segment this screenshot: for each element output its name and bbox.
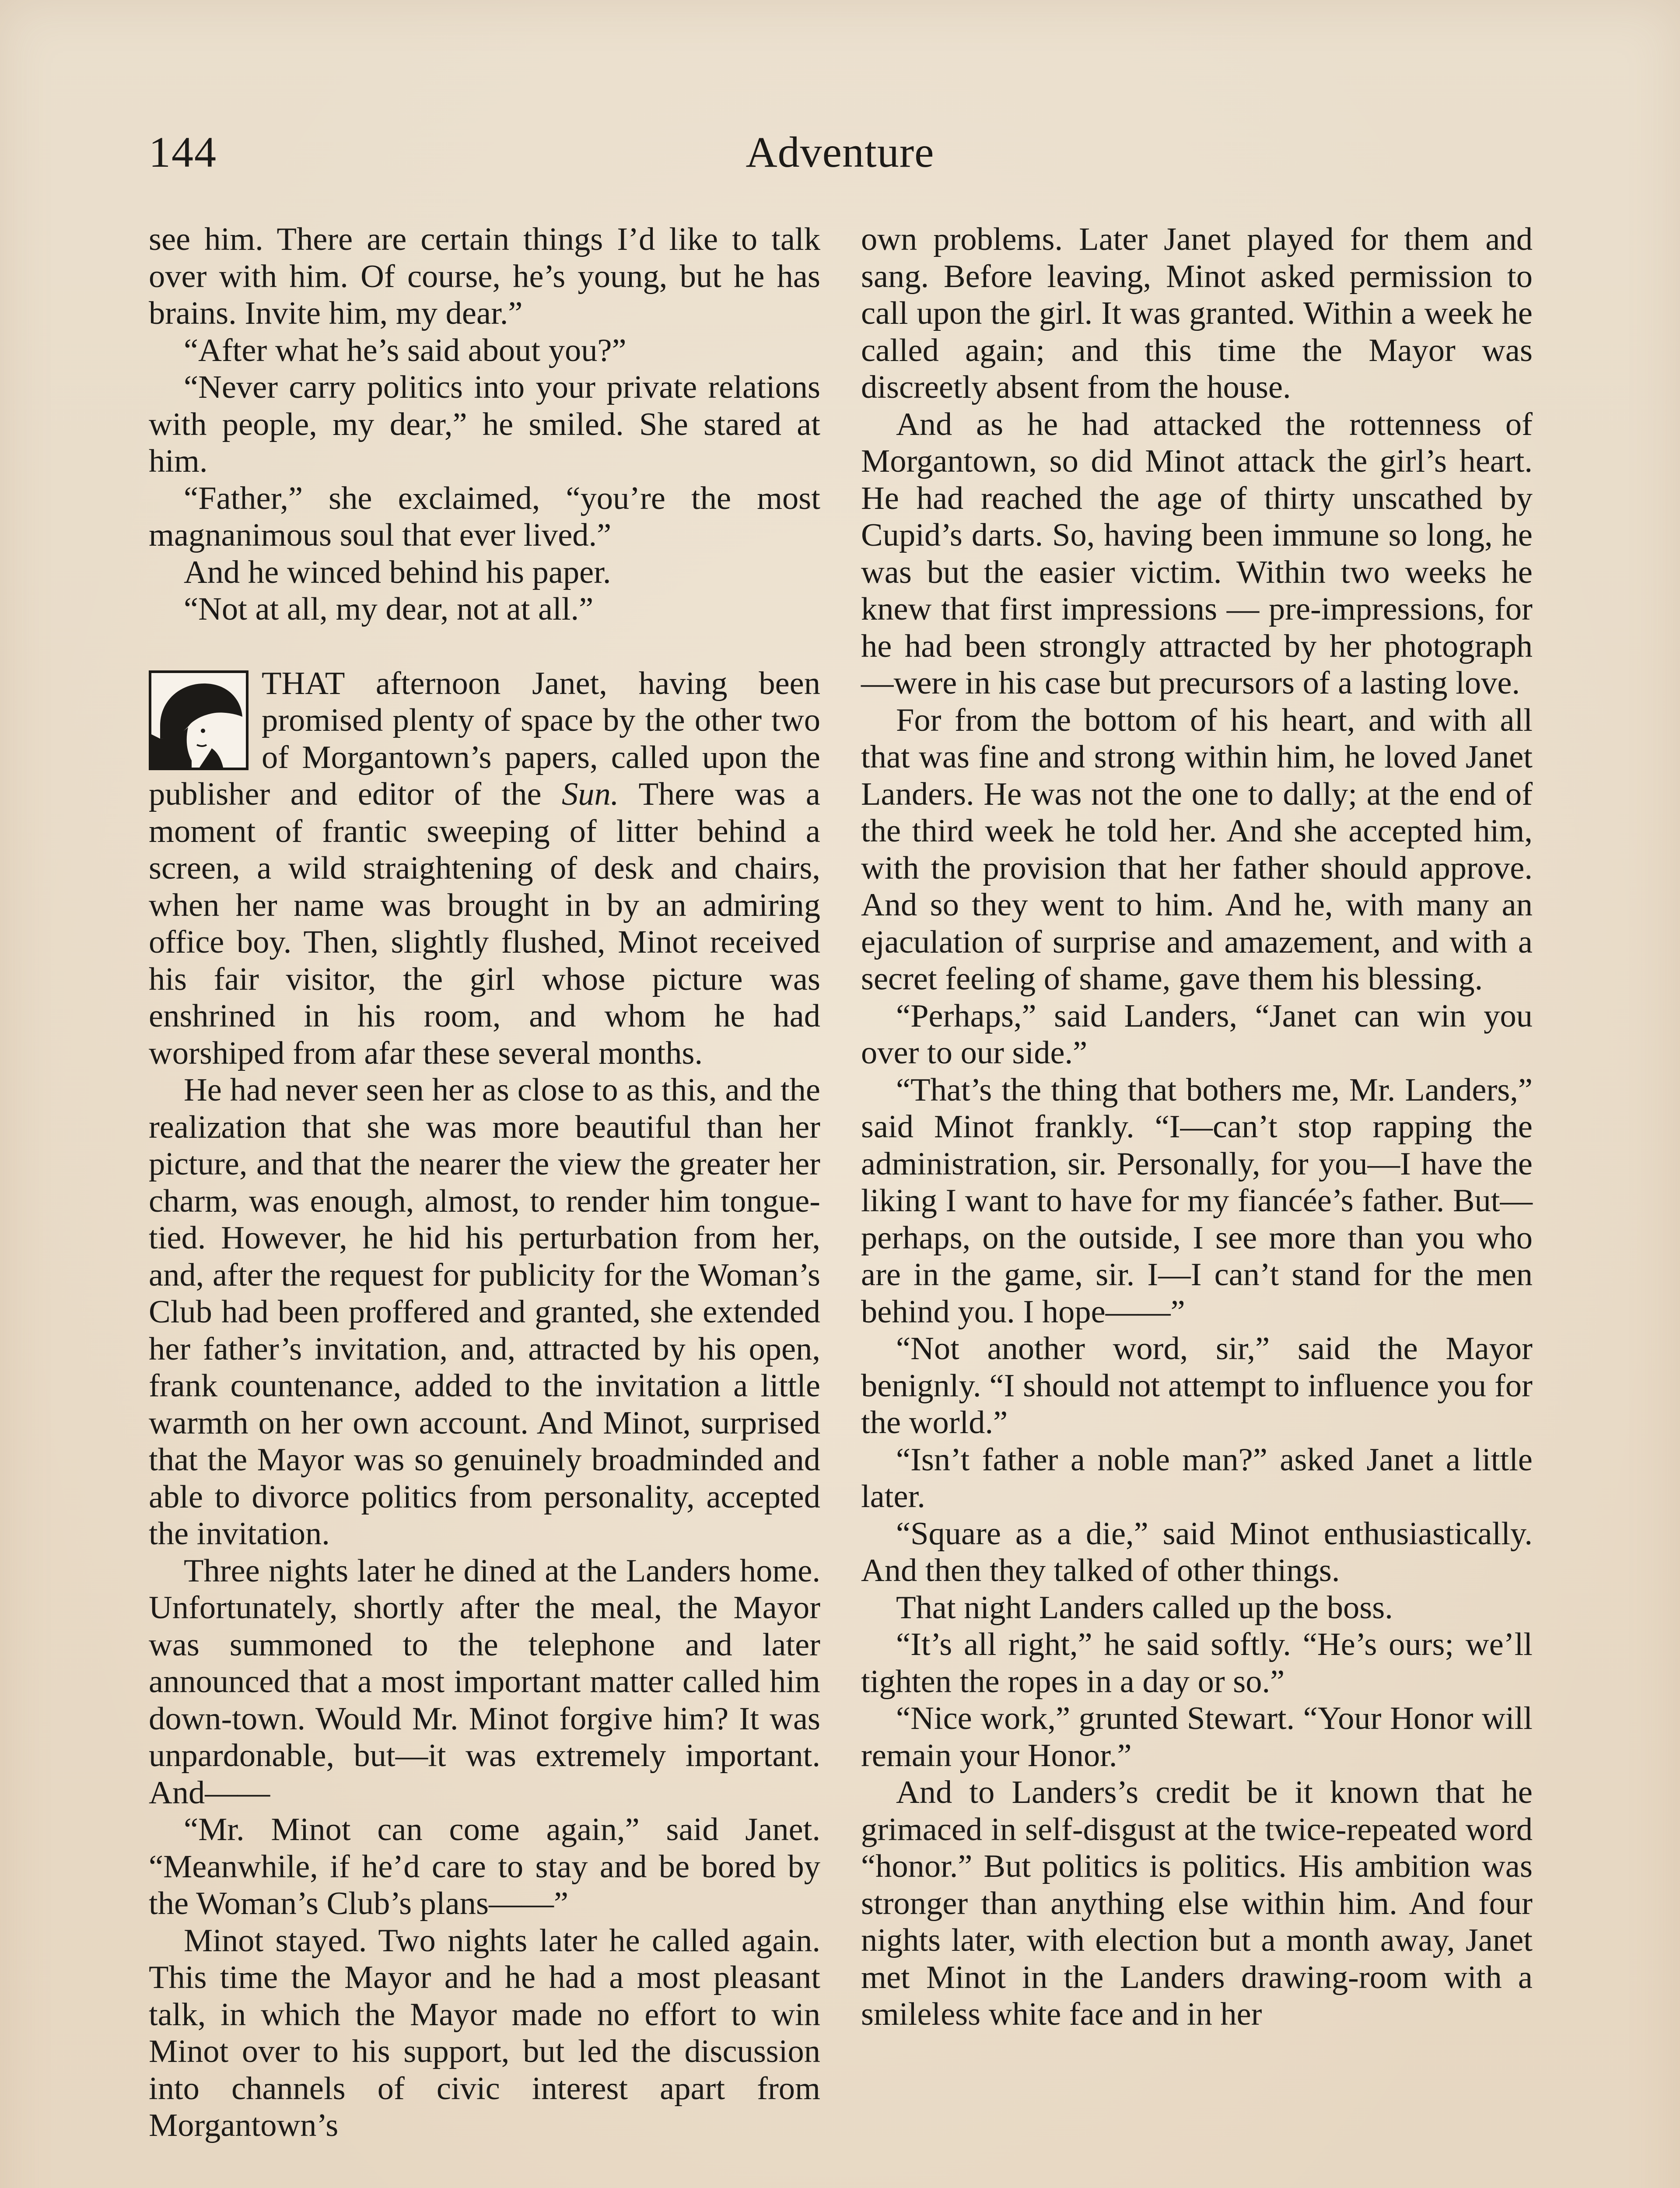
- paragraph: “Not another word, sir,” said the Mayor benignly. “I should not attempt to influence you for the world.”: [861, 1331, 1533, 1441]
- running-head: [149, 127, 1531, 193]
- paragraph: “After what he’s said about you?”: [184, 332, 626, 368]
- paragraph: see him. There are certain things I’d like to talk over with him. Of course, he’s young, but he has brains. Invite him, my dear.”: [149, 221, 820, 331]
- paragraph: “Isn’t father a noble man?” asked Janet a little later.: [861, 1441, 1533, 1515]
- paragraph: For from the bottom of his heart, and with all that was fine and strong within him, he loved Janet Landers. He was not the one to dally; at the end of the third week he told her. And she accepted him, with the provision that her father should approve. And so they went to him. And he, with many an ejaculation of surprise and amazement, and with a secret feeling of shame, gave them his blessing.: [861, 702, 1533, 997]
- running-title: Adventure: [746, 128, 934, 176]
- woman-profile-icon: [149, 670, 248, 770]
- dropcap-illustration: [151, 673, 246, 768]
- dropcap-paragraph: [149, 665, 820, 1072]
- page-number: 144: [149, 128, 217, 176]
- paragraph: Three nights later he dined at the Landers home. Unfortunately, shortly after the meal, the Mayor was summoned to the telephone and later announced that a most important matter called him down-town. Would Mr. Minot forgive him? It was unpardonable, but—it was extremely important. And——: [149, 1553, 820, 1811]
- paragraph: “Not at all, my dear, not at all.”: [184, 591, 594, 627]
- paragraph: Minot stayed. Two nights later he called again. This time the Mayor and he had a most pleasant talk, in which the Mayor made no effort to win Minot over to his support, but led the discussion into channels of civic interest apart from Morgantown’s: [149, 1922, 820, 2143]
- newspaper-name: Sun.: [561, 776, 619, 812]
- paragraph: “Never carry politics into your private relations with people, my dear,” he smiled. She stared at him.: [149, 369, 820, 479]
- section-break: [149, 628, 820, 665]
- paragraph: “Nice work,” grunted Stewart. “Your Honor will remain your Honor.”: [861, 1701, 1533, 1774]
- paragraph: “It’s all right,” he said softly. “He’s ours; we’ll tighten the ropes in a day or so.”: [861, 1627, 1533, 1700]
- paragraph: “That’s the thing that bothers me, Mr. Landers,” said Minot frankly. “I—can’t stop rapping the administration, sir. Personally, for you—I have the liking I want to have for my fiancée’s father. But—perhaps, on the outside, I see more than you who are in the game, sir. I—I can’t stand for the men behind you. I hope——”: [861, 1072, 1533, 1330]
- paragraph: own problems. Later Janet played for them and sang. Before leaving, Minot asked permission to call upon the girl. It was granted. Within a week he called again; and this time the Mayor was discreetly absent from the house.: [861, 221, 1533, 405]
- dropcap-text-end: There was a moment of frantic sweeping of litter behind a screen, a wild straightening of desk and chairs, when her name was brought in by an admiring office boy. Then, slightly flushed, Minot received his fair visitor, the girl whose picture was enshrined in his room, and whom he had worshiped from afar these several months.: [149, 776, 820, 1071]
- paragraph: “Perhaps,” said Landers, “Janet can win you over to our side.”: [861, 998, 1533, 1071]
- paragraph: And he winced behind his paper.: [184, 554, 611, 590]
- paragraph: He had never seen her as close to as this, and the realization that she was more beautiful than her picture, and that the nearer the view the greater her charm, was enough, almost, to render him tongue-tied. However, he hid his perturbation from her, and, after the request for publicity for the Woman’s Club had been proffered and granted, she extended her father’s invitation, and, attracted by his open, frank countenance, added to the invitation a little warmth on her own account. And Minot, surprised that the Mayor was so genuinely broadminded and able to divorce politics from personality, accepted the invitation.: [149, 1072, 820, 1552]
- paragraph: “Mr. Minot can come again,” said Janet. “Meanwhile, if he’d care to stay and be bored by the Woman’s Club’s plans——”: [149, 1812, 820, 1922]
- paragraph: “Father,” she exclaimed, “you’re the most magnanimous soul that ever lived.”: [149, 480, 820, 553]
- paragraph: That night Landers called up the boss.: [896, 1589, 1393, 1626]
- right-column: [861, 221, 1533, 2033]
- left-column: [149, 221, 820, 2144]
- paragraph: And as he had attacked the rottenness of Morgantown, so did Minot attack the girl’s heart. He had reached the age of thirty unscathed by Cupid’s darts. So, having been immune so long, he was but the easier victim. Within two weeks he knew that first impressions — pre-impressions, for he had been strongly attracted by her photograph —were in his case but precursors of a lasting love.: [861, 406, 1533, 701]
- paragraph: And to Landers’s credit be it known that he grimaced in self-disgust at the twice-repeated word “honor.” But politics is politics. His ambition was stronger than anything else within him. And four nights later, with election but a month away, Janet met Minot in the Landers drawing-room with a smileless white face and in her: [861, 1774, 1533, 2032]
- paragraph: “Square as a die,” said Minot enthusiastically. And then they talked of other things.: [861, 1515, 1533, 1588]
- dropcap-text-start: THAT afternoon Janet, having been promised plenty of space by the other two of Morgantown’s papers, called upon the publisher and editor of the: [149, 665, 820, 812]
